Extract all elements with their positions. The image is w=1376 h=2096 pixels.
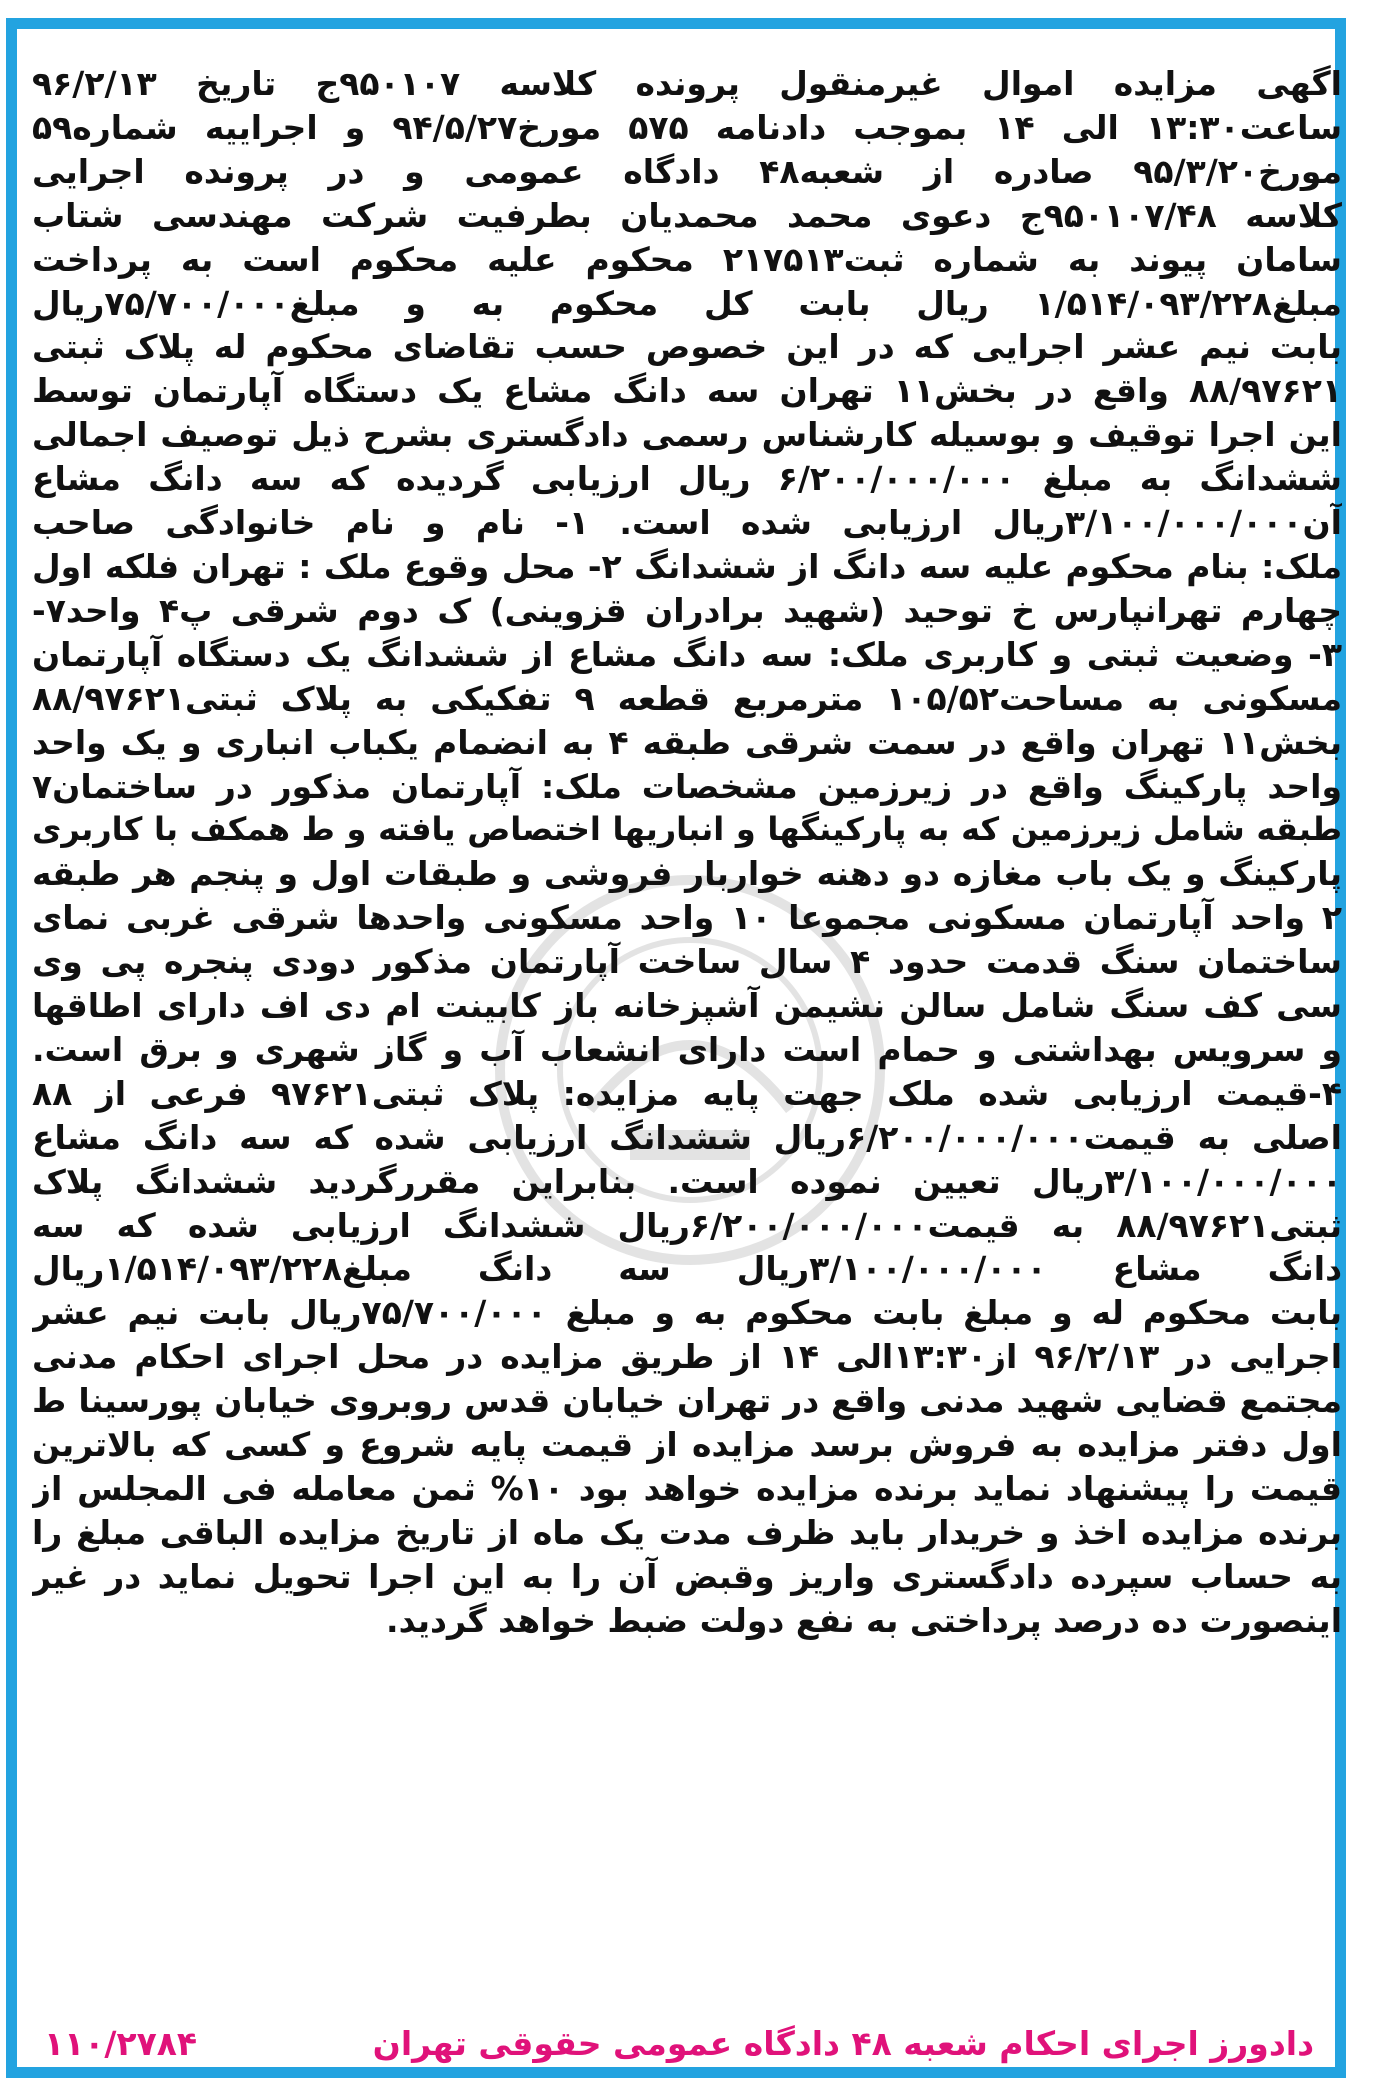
notice-number: ۱۱۰/۲۷۸۴ [44,2024,198,2063]
notice-line: ۴-قیمت ارزیابی شده ملک جهت پایه مزایده: پلاک ثبتی۹۷۶۲۱ فرعی از ۸۸ [32,1073,1342,1113]
notice-line: ششدانگ به مبلغ ۶/۲۰۰/۰۰۰/۰۰۰ ریال ارزیابی گردیده که سه دانگ مشاع [32,459,1342,499]
notice-line: اجرایی در ۹۶/۲/۱۳ از۱۳:۳۰الی ۱۴ از طریق مزایده در محل اجرای احکام مدنی [32,1337,1342,1377]
notice-line: آن۳/۱۰۰/۰۰۰/۰۰۰ریال ارزیابی شده است. ۱- نام و نام خانوادگی صاحب [32,503,1342,543]
notice-line: ۳- وضعیت ثبتی و کاربری ملک: سه دانگ مشاع از ششدانگ یک دستگاه آپارتمان [32,634,1342,674]
notice-line: این اجرا توقیف و بوسیله کارشناس رسمی دادگستری بشرح ذیل توصیف اجمالی [32,415,1342,455]
notice-line: واحد پارکینگ واقع در زیرزمین مشخصات ملک: آپارتمان مذکور در ساختمان۷ [32,766,1342,806]
notice-line: مورخ۹۵/۳/۲۰ صادره از شعبه۴۸ دادگاه عمومی و در پرونده اجرایی [32,151,1342,191]
notice-line: ساعت۱۳:۳۰ الی ۱۴ بموجب دادنامه ۵۷۵ مورخ۹۴/۵/۲۷ و اجراییه شماره۵۹ [32,107,1342,147]
notice-line: ساختمان سنگ قدمت حدود ۴ سال ساخت آپارتمان مذکور دودی پنجره پی وی [32,942,1342,982]
notice-line: کلاسه ۹۵۰۱۰۷/۴۸ج دعوی محمد محمدیان بطرفیت شرکت مهندسی شتاب [32,195,1342,235]
notice-line: بابت محکوم له و مبلغ بابت محکوم به و مبلغ ۷۵/۷۰۰/۰۰۰ریال بابت نیم عشر [32,1293,1342,1333]
notice-line: دانگ مشاع ۳/۱۰۰/۰۰۰/۰۰۰ریال سه دانگ مبلغ۱/۵۱۴/۰۹۳/۲۲۸ریال [32,1249,1342,1289]
notice-line: ۳/۱۰۰/۰۰۰/۰۰۰ریال تعیین نموده است. بنابراین مقررگردید ششدانگ پلاک [32,1161,1342,1201]
notice-line: چهارم تهرانپارس خ توحید (شهید برادران قزوینی) ک دوم شرقی پ۴ واحد۷- [32,590,1342,630]
notice-line: اگهی مزایده اموال غیرمنقول پرونده کلاسه ۹۵۰۱۰۷ج تاریخ ۹۶/۲/۱۳ [32,64,1342,103]
notice-line: ثبتی۸۸/۹۷۶۲۱ به قیمت۶/۲۰۰/۰۰۰/۰۰۰ریال ششدانگ ارزیابی شده که سه [32,1205,1342,1245]
notice-line: ۲ واحد آپارتمان مسکونی مجموعا ۱۰ واحد مسکونی واحدها شرقی غربی نمای [32,898,1342,938]
auction-notice-text [32,62,1342,1643]
notice-line: پارکینگ و یک باب مغازه دو دهنه خواربار فروشی و طبقات اول و پنجم هر طبقه [32,854,1342,894]
notice-line: برنده مزایده اخذ و خریدار باید ظرف مدت یک ماه از تاریخ مزایده الباقی مبلغ را [32,1512,1342,1552]
notice-line: قیمت را پیشنهاد نماید برنده مزایده خواهد بود ۱۰% ثمن معامله فی المجلس از [32,1469,1342,1508]
notice-line: ۸۸/۹۷۶۲۱ واقع در بخش۱۱ تهران سه دانگ مشاع یک دستگاه آپارتمان توسط [32,371,1342,411]
notice-line: به حساب سپرده دادگستری واریز وقبض آن را به این اجرا تحویل نماید در غیر [32,1556,1342,1596]
notice-line: مجتمع قضایی شهید مدنی واقع در تهران خیابان قدس روبروی خیابان پورسینا ط [32,1381,1342,1421]
notice-line: سامان پیوند به شماره ثبت۲۱۷۵۱۳ محکوم علیه محکوم است به پرداخت [32,239,1342,279]
notice-line: اول دفتر مزایده به فروش برسد مزایده از قیمت پایه شروع و کسی که بالاترین [32,1425,1342,1465]
notice-line: و سرویس بهداشتی و حمام است دارای انشعاب آب و گاز شهری و برق است. [32,1029,1342,1069]
notice-line: مبلغ۱/۵۱۴/۰۹۳/۲۲۸ ریال بابت کل محکوم به و مبلغ۷۵/۷۰۰/۰۰۰ریال [32,283,1342,323]
notice-line: طبقه شامل زیرزمین که به پارکینگها و انباریها اختصاص یافته و ط همکف با کاربری [32,810,1342,849]
notice-footer [44,2022,1314,2066]
issuer-signature: دادورز اجرای احکام شعبه ۴۸ دادگاه عمومی حقوقی تهران [372,2024,1314,2063]
notice-line: بخش۱۱ تهران واقع در سمت شرقی طبقه ۴ به انضمام یکباب انباری و یک واحد [32,722,1342,762]
notice-line: بابت نیم عشر اجرایی که در این خصوص حسب تقاضای محکوم له پلاک ثبتی [32,327,1342,367]
notice-line: مسکونی به مساحت۱۰۵/۵۲ مترمربع قطعه ۹ تفکیکی به پلاک ثبتی۸۸/۹۷۶۲۱ [32,678,1342,718]
notice-line: ملک: بنام محکوم علیه سه دانگ از ششدانگ ۲- محل وقوع ملک : تهران فلکه اول [32,546,1342,586]
notice-line: اصلی به قیمت۶/۲۰۰/۰۰۰/۰۰۰ریال ششدانگ ارزیابی شده که سه دانگ مشاع [32,1117,1342,1157]
notice-line: سی کف سنگ شامل سالن نشیمن آشپزخانه باز کابینت ام دی اف دارای اطاقها [32,986,1342,1026]
notice-line: اینصورت ده درصد پرداختی به نفع دولت ضبط خواهد گردید. [386,1600,1342,1640]
